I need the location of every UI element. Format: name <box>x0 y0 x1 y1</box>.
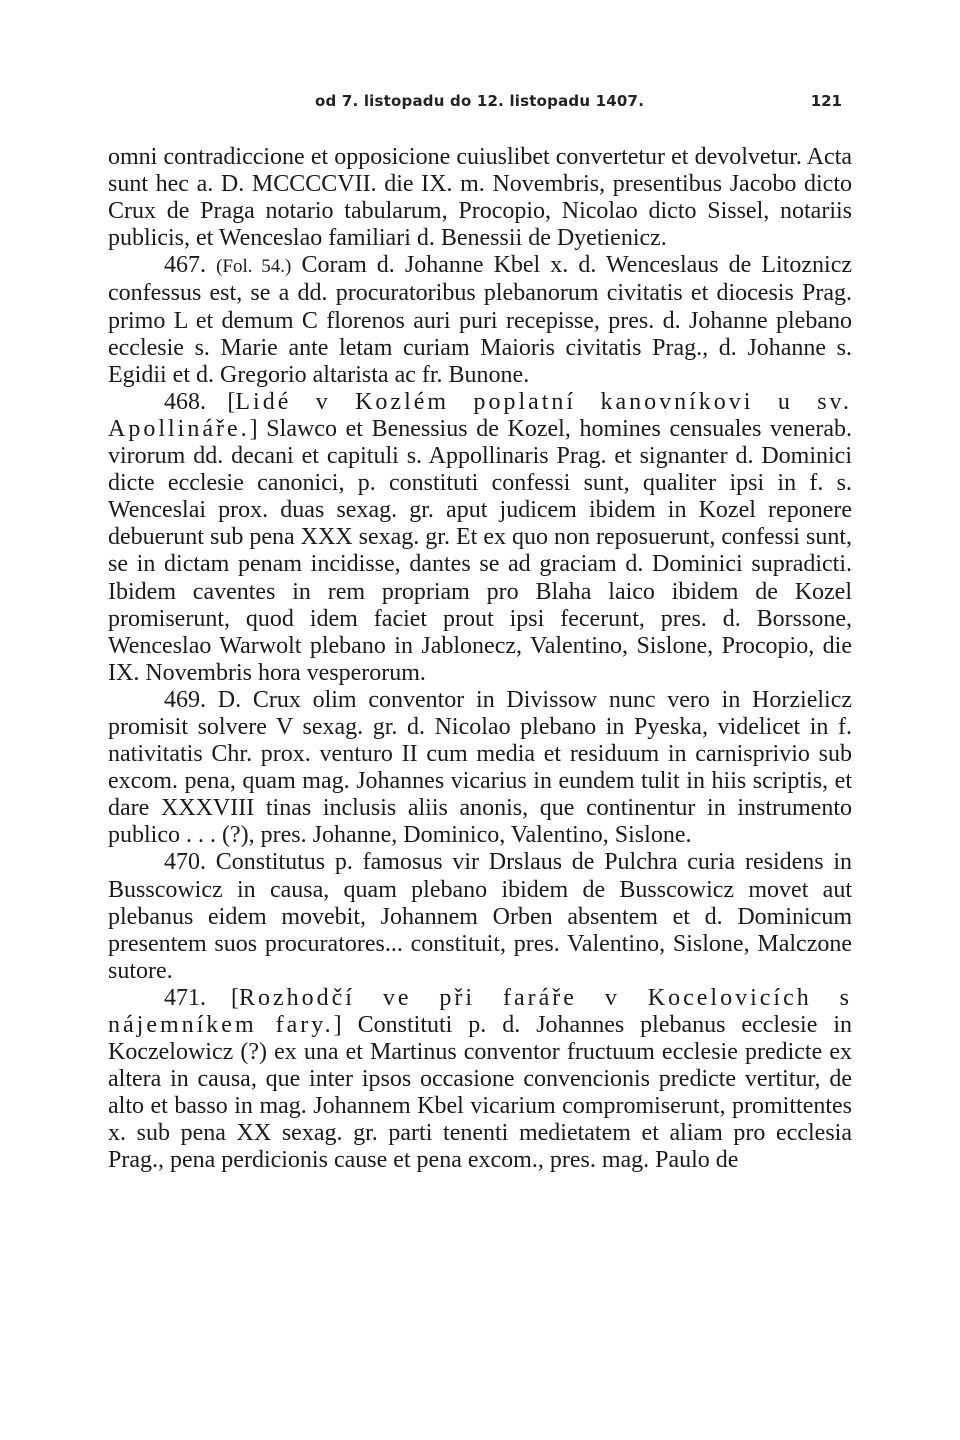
entry-text: Coram d. Johanne Kbel x. d. Wenceslaus de Litoznicz confessus est, se a dd. procuratoribus plebanorum civitatis et diocesis Prag. primo L et demum C florenos auri puri recepisse, pres. d. Johanne plebano ecclesie s. Marie ante letam curiam Maioris civitatis Prag., d. Johanne s. Egidii et d. Gregorio altarista ac fr. Bunone. <box>108 252 853 388</box>
entry-text: Constituti p. d. Johannes plebanus ecclesie in Koczelowicz (?) ex una et Martinus conventor fructuum ecclesie predicte ex altera in causa, que inter ipsos occasione convencionis predicte vertitur, de alto et basso in mag. Johannem Kbel vicarium compromiserunt, promittentes x. sub pena XX sexag. gr. parti tenenti medietatem et aliam pro ecclesia Prag., pena perdicionis cause et pena excom., pres. mag. Paulo de <box>108 1012 852 1174</box>
running-title: od 7. listopadu do 12. listopadu 1407. <box>315 92 645 110</box>
bracket-open: [ <box>227 388 236 415</box>
continued-paragraph: omni contradiccione et opposicione cuiuslibet convertetur et devolvetur. Acta sunt hec a. D. MCCCCVII. die IX. m. Novembris, presentibus Jacobo dicto Crux de Praga notario tabularum, Procopio, Nicolao dicto Sissel, notariis publicis, et Wenceslao familiari d. Benessii de Dyetienicz. <box>108 144 852 252</box>
document-page <box>108 88 852 1175</box>
entry-467 <box>108 252 852 388</box>
entry-number: 471. <box>164 984 206 1011</box>
entry-czech-title: Rozhodčí ve při faráře v Kocelovicích s nájemníkem fary. <box>108 984 853 1038</box>
entry-469 <box>108 687 852 850</box>
page-number: 121 <box>810 92 842 110</box>
body-text <box>108 144 852 1175</box>
entry-number: 468. <box>164 388 206 415</box>
entry-number: 470. <box>164 849 206 876</box>
bracket-close: ] <box>249 415 258 442</box>
entry-text: Slawco et Benessius de Kozel, homines censuales venerab. virorum dd. decani et capituli s. Appollinaris Prag. et signanter d. Dominici dicte ecclesie canonici, p. constituti confessi sunt, qualiter ipsi in f. s. Wenceslai prox. duas sexag. gr. aput judicem ibidem in Kozel reponere debuerunt sub pena XXX sexag. gr. Et ex quo non reposuerunt, confessi sunt, se in dictam penam incidisse, dantes se ad graciam d. Dominici supradicti. Ibidem caventes in rem propriam pro Blaha laico ibidem de Kozel promiserunt, quod idem faciet prout ipsi fecerunt, pres. d. Borssone, Wenceslao Warwolt plebano in Jablonecz, Valentino, Sislone, Procopio, die IX. Novembris hora vesperorum. <box>108 415 852 686</box>
bracket-close: ] <box>333 1012 342 1038</box>
folio-reference: (Fol. 54.) <box>216 256 292 278</box>
bracket-open: [ <box>230 984 239 1011</box>
entry-text: Constitutus p. famosus vir Drslaus de Pulchra curia residens in Busscowicz in causa, quam plebano ibidem de Busscowicz movet aut plebanus eidem movebit, Johannem Orben absentem et d. Dominicum presentem suos procuratores... constituit, pres. Valentino, Sislone, Malczone sutore. <box>108 849 853 984</box>
entry-471 <box>108 985 852 1175</box>
entry-czech-title: Lidé v Kozlém poplatní kanovníkovi u sv. Apollináře. <box>108 388 852 442</box>
entry-470 <box>108 849 852 984</box>
entry-text: D. Crux olim conventor in Divissow nunc vero in Horzielicz promisit solvere V sexag. gr. d. Nicolao plebano in Pyeska, videlicet in f. nativitatis Chr. prox. venturo II cum media et residuum in carnisprivio sub excom. pena, quam mag. Johannes vicarius in eundem tulit in hiis scriptis, et dare XXXVIII tinas inclusis aliis anonis, que continentur in instrumento publico . . . (?), pres. Johanne, Dominico, Valentino, Sislone. <box>108 686 852 849</box>
running-head <box>108 88 852 118</box>
entry-number: 467. <box>164 252 206 279</box>
entry-468 <box>108 389 852 687</box>
entry-number: 469. <box>164 686 206 713</box>
